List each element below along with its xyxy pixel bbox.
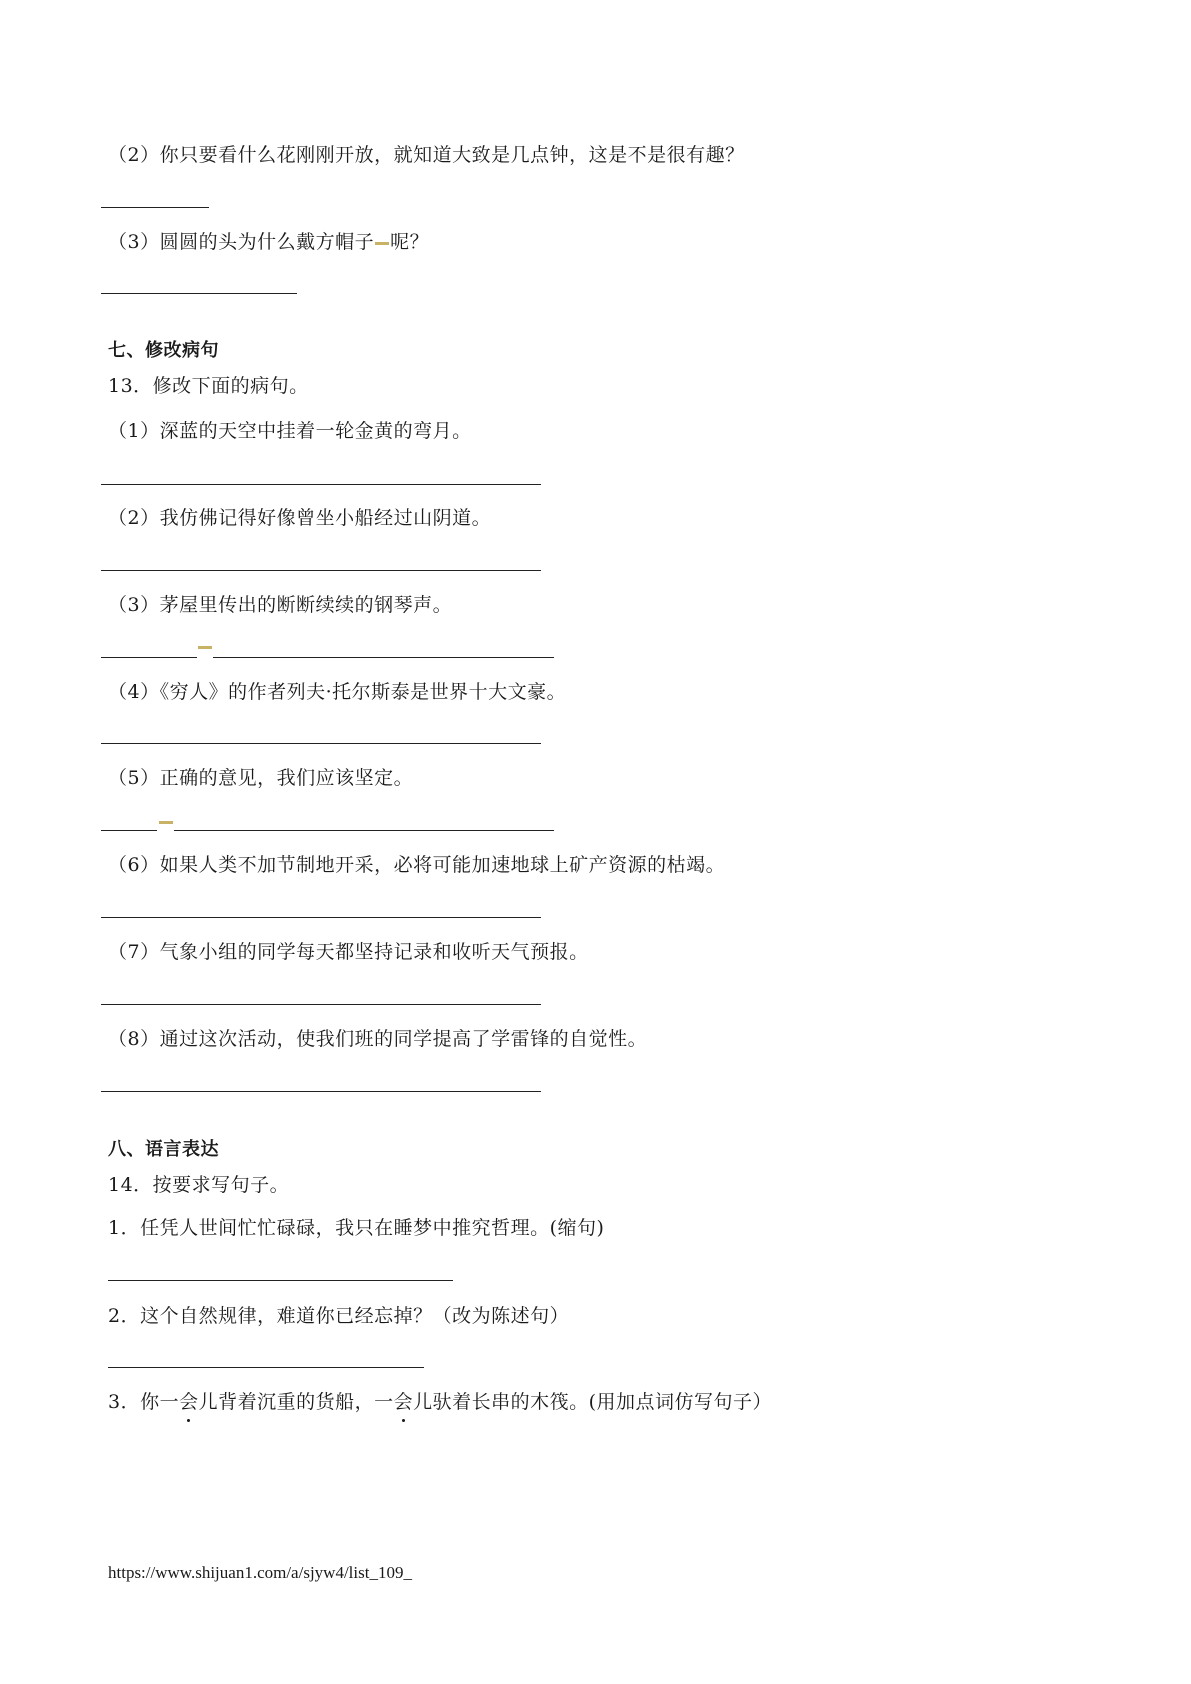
answer-line	[174, 830, 554, 831]
answer-line	[101, 657, 197, 658]
answer-line	[101, 743, 541, 744]
question-13-6: （6）如果人类不加节制地开采，必将可能加速地球上矿产资源的枯竭。	[108, 854, 726, 876]
section-8-heading: 八、语言表达	[108, 1139, 219, 1160]
answer-line	[101, 570, 541, 571]
question-12-3-text: （3）圆圆的头为什么戴方帽子	[108, 231, 375, 253]
answer-line	[101, 293, 297, 294]
dotted-word: 一会儿	[374, 1391, 433, 1413]
question-12-3-end: 呢？	[390, 231, 430, 253]
question-12-3	[108, 229, 429, 255]
question-12-2: （2）你只要看什么花刚刚开放，就知道大致是几点钟，这是不是很有趣？	[108, 144, 745, 166]
question-14-3-part: 3．你	[108, 1391, 160, 1413]
question-13-3: （3）茅屋里传出的断断续续的钢琴声。	[108, 594, 453, 616]
highlight-mark	[198, 646, 212, 649]
question-14-2: 2．这个自然规律，难道你已经忘掉？（改为陈述句）	[108, 1305, 570, 1327]
highlight-mark	[159, 821, 173, 824]
answer-line	[101, 484, 541, 485]
question-14-3	[108, 1389, 772, 1415]
answer-line	[101, 830, 157, 831]
answer-line	[101, 917, 541, 918]
question-13-1: （1）深蓝的天空中挂着一轮金黄的弯月。	[108, 420, 472, 442]
question-13-4: （4）《穷人》的作者列夫·托尔斯泰是世界十大文豪。	[108, 681, 567, 703]
question-14: 14．按要求写句子。	[108, 1174, 290, 1196]
question-14-3-part: 背着沉重的货船，	[218, 1391, 375, 1413]
answer-line	[101, 1091, 541, 1092]
highlight-mark	[375, 242, 389, 245]
footer-url: https://www.shijuan1.com/a/sjyw4/list_109_	[108, 1563, 412, 1582]
answer-line	[108, 1280, 453, 1281]
section-7-heading: 七、修改病句	[108, 340, 219, 361]
answer-line	[108, 1367, 424, 1368]
question-13-8: （8）通过这次活动，使我们班的同学提高了学雷锋的自觉性。	[108, 1028, 648, 1050]
question-14-3-part: 驮着长串的木筏。(用加点词仿写句子）	[432, 1391, 773, 1413]
answer-line	[101, 207, 209, 208]
answer-line	[101, 1004, 541, 1005]
question-14-1: 1．任凭人世间忙忙碌碌，我只在睡梦中推究哲理。(缩句)	[108, 1217, 605, 1239]
question-13-5: （5）正确的意见，我们应该坚定。	[108, 767, 414, 789]
dotted-word: 一会儿	[159, 1391, 219, 1413]
question-13-2: （2）我仿佛记得好像曾坐小船经过山阴道。	[108, 507, 492, 529]
question-13: 13．修改下面的病句。	[108, 375, 309, 397]
answer-line	[213, 657, 554, 658]
question-13-7: （7）气象小组的同学每天都坚持记录和收听天气预报。	[108, 941, 589, 963]
